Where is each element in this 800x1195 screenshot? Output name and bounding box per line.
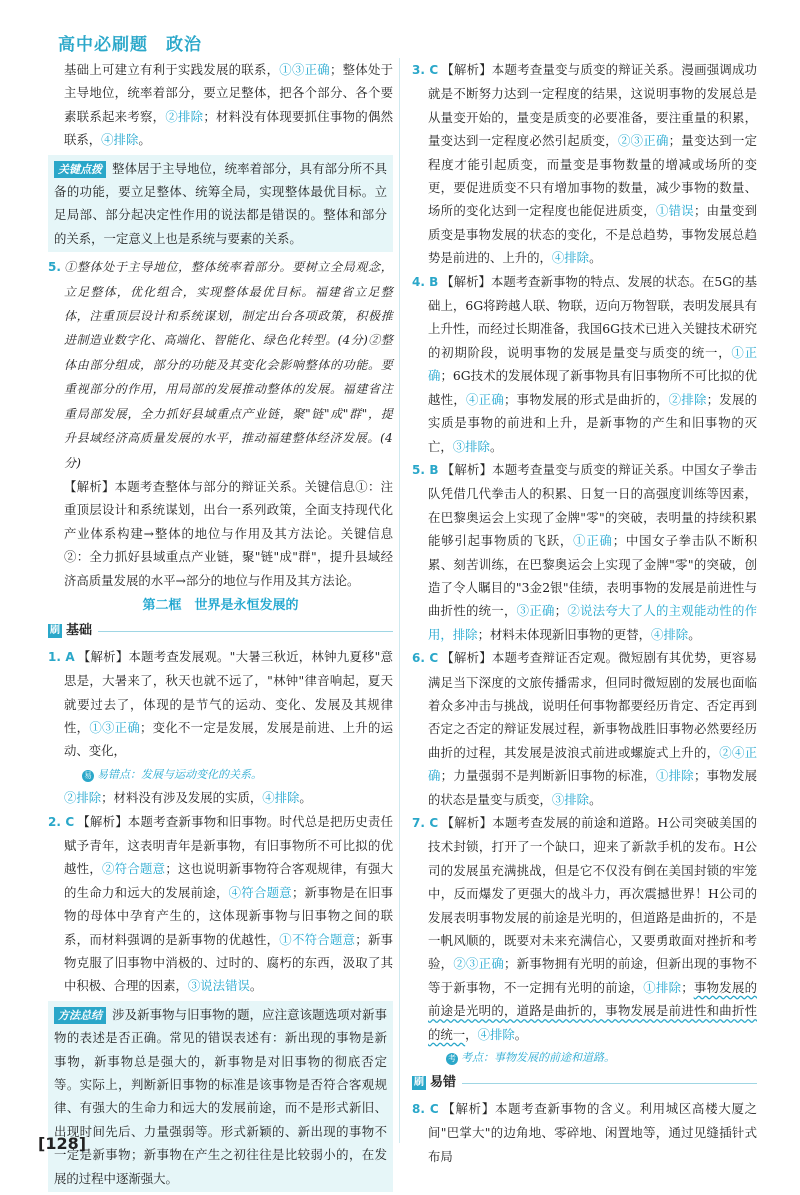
pin-icon: 考: [448, 1054, 456, 1064]
question-6: 6. C 【解析】本题考查辩证否定观。微短剧有其优势，更容易满足当下深度的文旅传播需求，但同时微短剧的发展也面临着众多冲击与挑战，说明任何事物都要经历肯定、否定再到否定之否定的辩证发展过程，新事物战胜旧事物必然要经历曲折的过程，其发展是波浪式前进或螺旋式上升的，②④正确；力量强弱不是判断新旧事物的标准，①排除；事物发展的状态是量变与质变，③排除。: [412, 650, 758, 807]
page-header-title: 高中必刷题 政治: [58, 35, 202, 55]
pin-icon: 易: [84, 770, 92, 780]
subsection-error: 刷 易错: [412, 1071, 757, 1094]
continuation-paragraph: 基础上可建立有利于实践发展的联系，①③正确；整体处于主导地位，统率着部分，要立足整体，把各个部分、各个要素联系起来考察，②排除；材料没有体现要抓住事物的偶然联系，④排除。: [64, 62, 394, 148]
question-5-answer: 5. ①整体处于主导地位，整体统率着部分。要树立全局观念，立足整体，优化组合，实现整体最优目标。福建省立足整体，注重顶层设计和系统谋划，制定出台各项政策，积极推进制造业数字化、高端化、智能化、绿色化转型。(4分)②整体由部分组成，部分的功能及其变化会影响整体的功能。要重视部分的作用，用局部的发展推动整体的发展。福建省注重局部发展，全力抓好县域重点产业链，聚"链"成"群"，提升县域经济高质量发展的水平，推动福建整体经济发展。(4分): [48, 260, 393, 470]
question-4: 4. B 【解析】本题考查新事物的特点、发展的状态。在5G的基础上，6G将跨越人联、物联，迈向万物智联，表明发展具有上升性，而经过长期准备，我国6G技术已进入关键技术研究的初期阶段，说明事物的发展是量变与质变的统一，①正确；6G技术的发展体现了新事物具有旧事物所不可比拟的优越性，④正确；事物发展的形式是曲折的，②排除；发展的实质是事物的前进和上升，是新事物的产生和旧事物的灭亡，③排除。: [412, 273, 758, 454]
right-column: [412, 58, 757, 1168]
question-3: 3. C 【解析】本题考查量变与质变的辩证关系。漫画强调成功就是不断努力达到一定程度的结果，这说明事物的发展总是从量变开始的，量变是质变的必要准备，要注重量的积累，量变达到一定程度必然引起质变，②③正确；量变达到一定程度才能引起质变，而量变是事物数量的增减或场所的变更，要促进质变不只有增加事物的数量，减少事物的数量、场所的变化达到一定程度也能促进质变，①错误；由量变到质变是事物发展的状态的变化，不是总趋势，事物发展总趋势是前进的、上升的，④排除。: [412, 62, 758, 266]
question-1: 1. A 【解析】本题考查发展观。"大暑三秋近，林钟九夏移"意思是，大暑来了，秋天也就不远了，"林钟"律音响起，夏天就要过去了，体现的是节气的运动、变化、发展及其规律性，①③正确；变化不一定是发展，发展是前进、上升的运动、变化，: [48, 648, 394, 759]
method-summary-box: [48, 1001, 393, 1192]
brush-icon: 刷: [414, 1077, 424, 1089]
key-tip-text: 整体居于主导地位，统率着部分，具有部分所不具备的功能，要立足整体、统筹全局，实现整体最优目标。立足局部、部分起决定性作用的说法都是错误的。整体和部分的关系，一定意义上也是系统与要素的关系。: [54, 160, 387, 246]
question-1-cont: ②排除；材料没有涉及发展的实质，④排除。: [64, 790, 312, 806]
left-column: [48, 58, 393, 1195]
key-tip-box: [48, 155, 393, 253]
exam-point-note: 考 考点：事物发展的前途和道路。: [448, 1051, 615, 1065]
error-point-note: 易 易错点：发展与运动变化的关系。: [84, 767, 262, 781]
brush-icon: 刷: [50, 625, 60, 637]
method-tag: 方法总结: [54, 1007, 106, 1024]
question-5b: 5. B 【解析】本题考查量变与质变的辩证关系。中国女子拳击队凭借几代拳击人的积累、日复一日的高强度训练等因素，在巴黎奥运会上实现了金牌"零"的突破，表明量的持续积累能够引起事物质的飞跃，①正确；中国女子拳击队不断积累、刻苦训练，在巴黎奥运会上实现了金牌"零"的突破，创造了令人瞩目的"3金2银"佳绩，表明事物的发展是前进性与曲折性的统一，③正确；②说法夸大了人的主观能动性的作用，排除；材料未体现新旧事物的更替，④排除。: [412, 461, 758, 642]
column-divider: [399, 58, 400, 1143]
question-5-analysis: 【解析】本题考查整体与部分的辩证关系。关键信息①：注重顶层设计和系统谋划，出台一系列政策，全面支持现代化产业体系构建→整体的地位与作用及其方法论。关键信息②：全力抓好县域重点产业链，聚"链"成"群"，提升县域经济高质量发展的水平→部分的地位与作用及其方法论。: [64, 478, 393, 588]
page-number: [128]: [38, 1134, 87, 1153]
question-7: 7. C 【解析】本题考查发展的前途和道路。H公司突破美国的技术封锁，打开了一个缺口，迎来了新款手机的发布。H公司的发展虽充满挑战，但是它不仅没有倒在美国封锁的牢笼中，反而爆发了更强大的战斗力，再次震撼世界！H公司的发展表明事物发展的前途是光明的，但道路是曲折的，不是一帆风顺的，既要对未来充满信心，又要勇敢面对挫折和考验，②③正确；新事物拥有光明的前途，但新出现的事物不等于新事物，不一定拥有光明的前途，①排除；事物发展的前途是光明的，道路是曲折的，事物发展是前进性和曲折性的统一，④排除。: [412, 815, 758, 1042]
subsection-basic: 刷 基础: [48, 619, 393, 642]
section-title: 第二框 世界是永恒发展的: [142, 597, 299, 613]
method-text: 涉及新事物与旧事物的题，应注意该题选项对新事物的表述是否正确。常见的错误表述有：新出现的事物是新事物，新事物总是强大的，新事物是对旧事物的彻底否定等。实际上，判断新旧事物的标准是该事物是否符合客观规律、有强大的生命力和远大的发展前途，而不是形式新旧、出现时间先后、力量强弱等。形式新颖的、新出现的事物不一定是新事物；新事物在产生之初往往是比较弱小的，在发展的过程中逐渐强大。: [54, 1006, 387, 1186]
question-8: 8. C 【解析】本题考查新事物的含义。利用城区高楼大厦之间"巴掌大"的边角地、零碎地、闲置地等，通过见缝插针式布局: [412, 1100, 758, 1164]
key-tip-tag: 关键点拨: [54, 161, 106, 178]
question-2: 2. C 【解析】本题考查新事物和旧事物。时代总是把历史责任赋予青年，这表明青年是新事物，有旧事物所不可比拟的优越性，②符合题意；这也说明新事物符合客观规律，有强大的生命力和远大的发展前途，④符合题意；新事物是在旧事物的母体中孕育产生的，这体现新事物与旧事物之间的联系，而材料强调的是新事物的优越性，①不符合题意；新事物克服了旧事物中消极的、过时的、腐朽的东西，汲取了其中积极、合理的因素，③说法错误。: [48, 813, 394, 994]
